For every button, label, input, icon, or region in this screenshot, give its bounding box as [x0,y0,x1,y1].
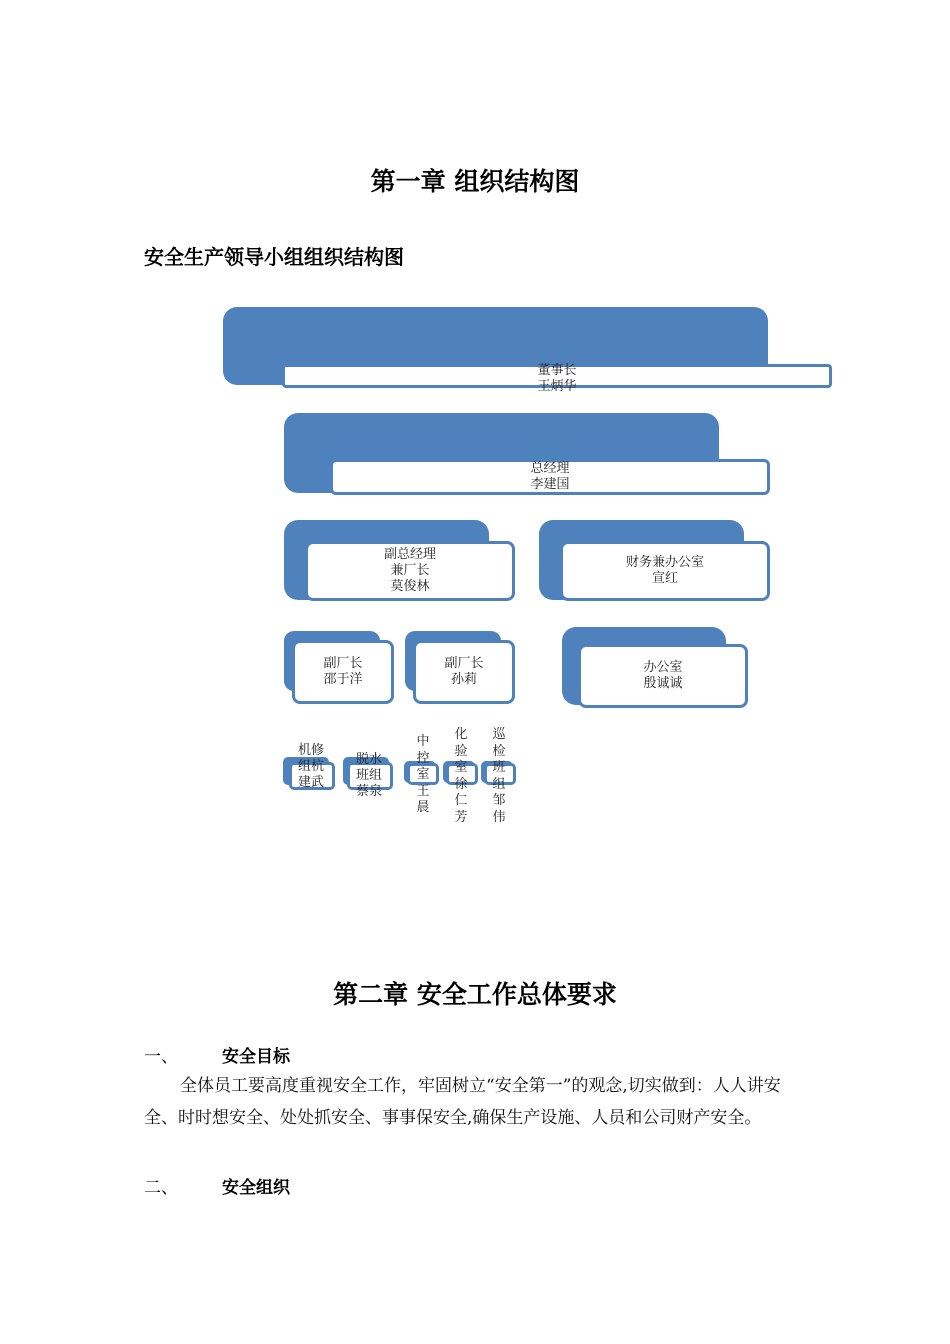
chairman-title: 董事长 [537,363,577,378]
team-patrol-text: 巡检班组邹伟 [492,727,506,825]
section-2-number: 二、 [144,1178,178,1198]
vgm-name: 莫俊林 [390,579,430,594]
gm-box [330,459,770,495]
office-box [578,644,748,708]
chairman-name: 王炳华 [537,379,577,394]
vgm-line2: 兼厂长 [390,563,430,578]
section-2-title: 安全组织 [222,1178,290,1198]
section-1-heading [144,1042,290,1067]
section-1-paragraph: 全体员工要高度重视安全工作，牢固树立“安全第一”的观念,切实做到：人人讲安全、时时想安全、处处抓安全、事事保安全,确保生产设施、人员和公司财产安全。 [144,1076,781,1128]
team-dewater-text: 脱水班组蔡泉 [355,752,382,799]
section-1-title: 安全目标 [222,1047,290,1067]
office-title: 办公室 [643,660,683,675]
office-name: 殷诚诚 [643,676,683,691]
chapter-2-title: 第二章 安全工作总体要求 [333,980,617,1009]
gm-name: 李建国 [530,477,570,492]
vfm1-name: 邵于洋 [323,672,363,687]
vfm2-box [413,640,515,704]
section-2-heading [144,1173,290,1198]
finance-box [560,541,770,601]
finance-title: 财务兼办公室 [625,555,704,570]
vgm-line1: 副总经理 [383,547,436,562]
vfm2-title: 副厂长 [444,656,484,671]
org-chart-heading: 安全生产领导小组组织结构图 [144,245,404,269]
gm-title: 总经理 [530,461,570,476]
vfm1-title: 副厂长 [323,656,363,671]
chapter-1-title: 第一章 组织结构图 [370,167,580,196]
vfm1-box [292,640,394,704]
chairman-box [282,363,832,394]
team-lab-text: 化验室徐仁芳 [454,727,468,825]
team-repair-text: 机修组杭建武 [297,743,324,790]
section-1-number: 一、 [144,1047,178,1067]
team-control-text: 中控室王晨 [416,734,430,815]
finance-name: 宣红 [651,571,678,586]
vfm2-name: 孙莉 [450,672,477,687]
vgm-box [305,541,515,601]
